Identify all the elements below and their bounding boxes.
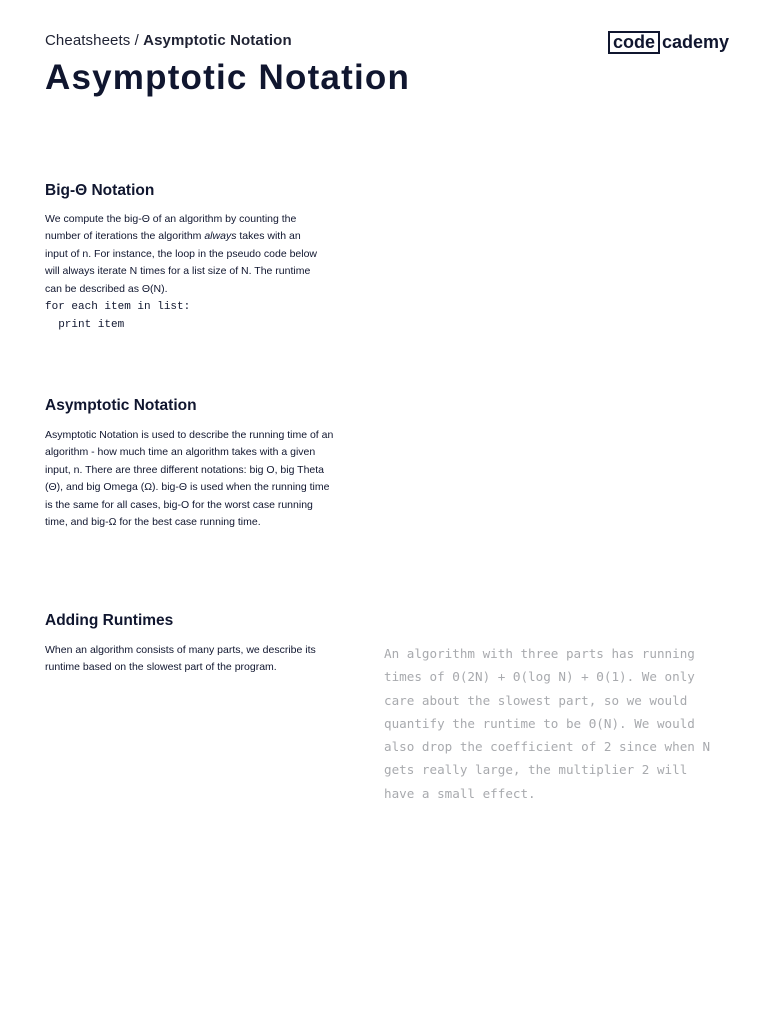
- big-theta-text-emphasis: always: [204, 230, 237, 243]
- logo-cademy-text: cademy: [662, 32, 730, 52]
- logo-code-box: code: [608, 31, 660, 54]
- example-adding-runtimes: An algorithm with three parts has running times of Θ(2N) + Θ(log N) + Θ(1). We only care about the slowest part, so we would quantify the runtime to be Θ(N). We would also drop the coefficient of 2 since when N gets really large, the multiplier 2 will have a small effect.: [384, 646, 711, 801]
- big-theta-text-part1: We compute the big-Θ of an algorithm by counting the number of iterations the algorithm: [45, 213, 297, 243]
- section-heading-big-theta: Big-Θ Notation: [45, 182, 155, 199]
- section-heading-asymptotic-notation: Asymptotic Notation: [45, 397, 197, 414]
- big-theta-text-part2: takes with an input of n. For instance, the loop in the pseudo code below will always iterate N times for a list size of N. The runtime can be described as Θ(N).: [45, 230, 318, 295]
- page-title: Asymptotic Notation: [45, 58, 411, 97]
- breadcrumb-separator: /: [130, 32, 144, 49]
- breadcrumb: [45, 32, 292, 49]
- section-text-asymptotic-notation: Asymptotic Notation is used to describe the running time of an algorithm - how much time an algorithm takes with a given input, n. There are three different notations: big O, big Theta (Θ), and big Omega (Ω). big-Θ is used when the running time is the same for all cases, big-O for the worst case running time, and big-Ω for the best case running time.: [45, 429, 334, 529]
- code-block-big-theta: for each item in list: print item: [45, 301, 191, 331]
- breadcrumb-link-cheatsheets[interactable]: Cheatsheets: [45, 32, 131, 49]
- breadcrumb-current: Asymptotic Notation: [143, 32, 292, 49]
- section-text-adding-runtimes: When an algorithm consists of many parts, we describe its runtime based on the slowest part of the program.: [45, 644, 316, 674]
- section-heading-adding-runtimes: Adding Runtimes: [45, 612, 174, 629]
- section-text-big-theta: [45, 211, 325, 298]
- codecademy-logo[interactable]: [608, 31, 729, 54]
